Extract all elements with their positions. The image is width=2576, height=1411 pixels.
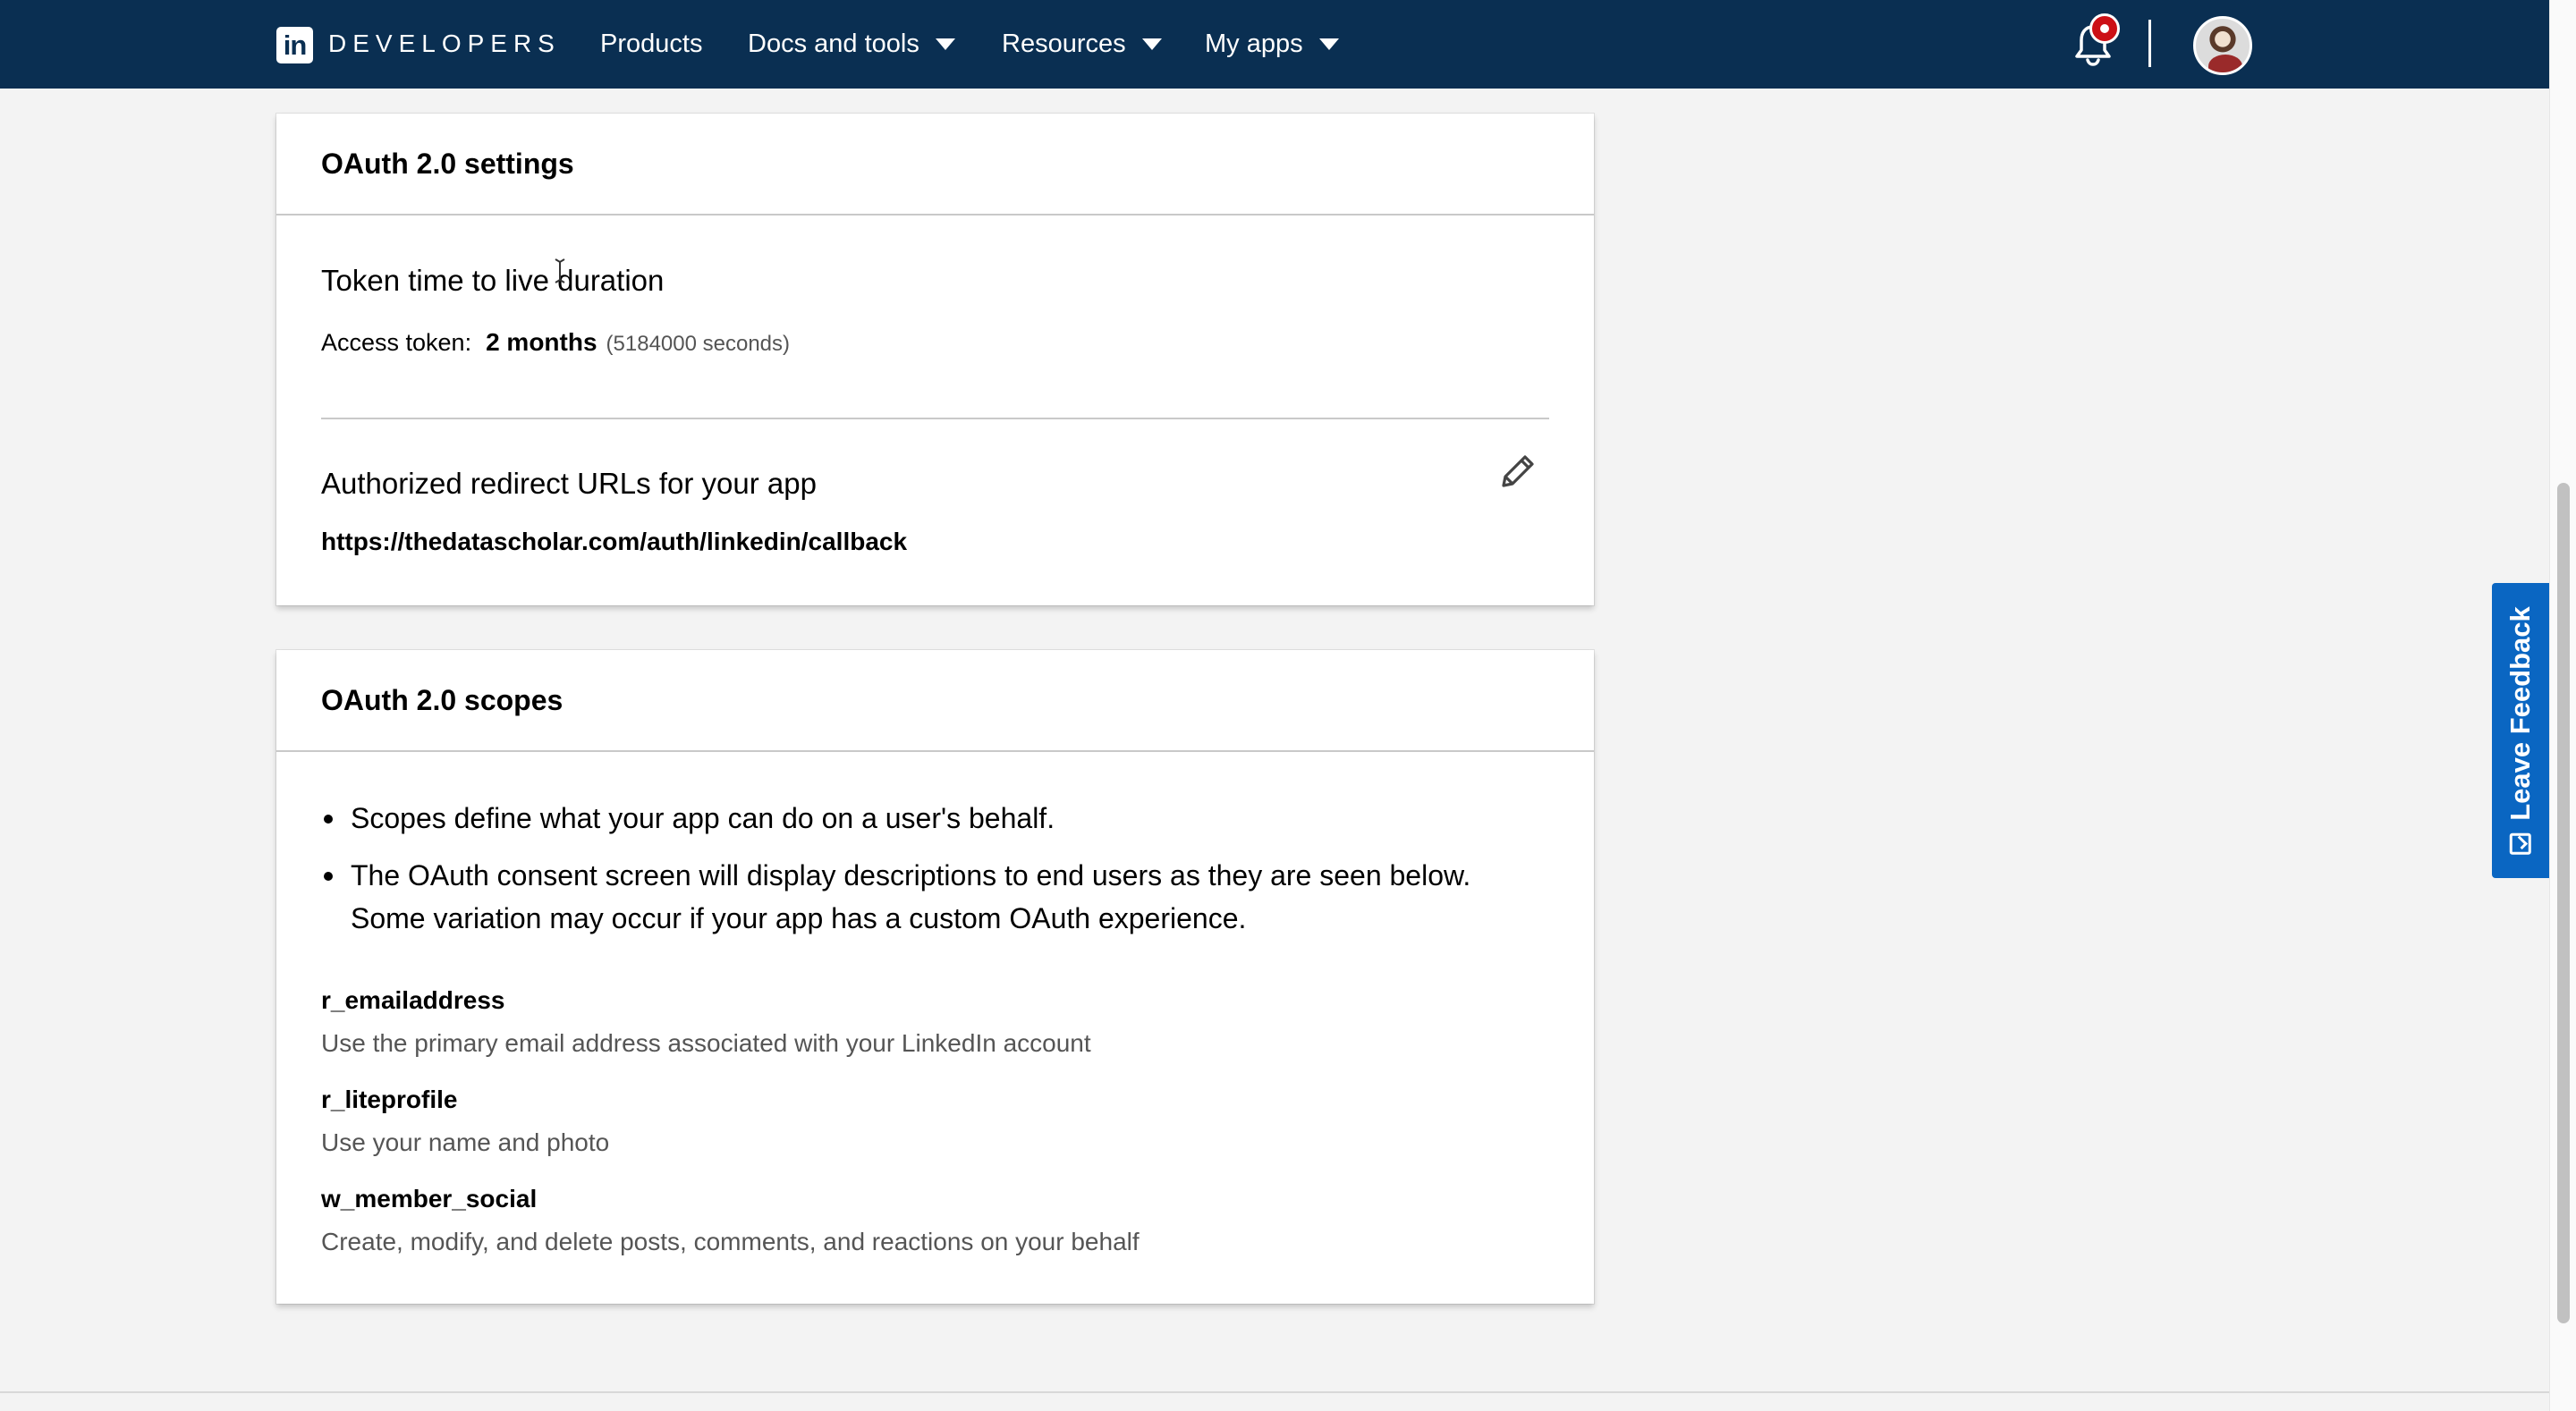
nav-docs-and-tools[interactable]: [748, 30, 955, 59]
notification-badge: [2089, 13, 2120, 44]
token-ttl-heading: Token time to live duration: [321, 264, 665, 297]
access-token-seconds: (5184000 seconds): [606, 332, 791, 356]
scopes-note: The OAuth consent screen will display descriptions to end users as they are seen below. Some variation may occur if your app has a custom OAuth experience.: [351, 854, 1540, 940]
nav-divider: [2148, 20, 2151, 67]
scopes-note: Scopes define what your app can do on a user's behalf.: [351, 797, 1540, 840]
user-avatar[interactable]: [2193, 16, 2252, 75]
section-divider: [321, 418, 1549, 419]
feedback-icon: [2510, 833, 2531, 855]
caret-down-icon: [1142, 38, 1162, 50]
oauth-settings-title: OAuth 2.0 settings: [321, 147, 574, 180]
nav-docs-label: Docs and tools: [748, 30, 919, 58]
scope-desc-liteprofile: Use your name and photo: [321, 1128, 610, 1156]
nav-my-apps-label: My apps: [1205, 30, 1303, 58]
scope-desc-email: Use the primary email address associated with your LinkedIn account: [321, 1029, 1091, 1057]
scope-name-member-social: w_member_social: [321, 1185, 538, 1212]
nav-products[interactable]: [600, 30, 702, 59]
oauth-settings-card: [276, 114, 1594, 605]
caret-down-icon: [1319, 38, 1339, 50]
top-navbar: [0, 0, 2549, 89]
page-scrollbar-thumb[interactable]: [2557, 483, 2570, 1323]
scope-name-email: r_emailaddress: [321, 986, 505, 1014]
footer-divider: [0, 1391, 2549, 1393]
text-cursor-icon: [552, 258, 568, 284]
scopes-notes-list: [351, 797, 1540, 954]
developers-brand[interactable]: DEVELOPERS: [328, 30, 561, 57]
redirect-url: https://thedatascholar.com/auth/linkedin/callback: [321, 528, 908, 555]
scope-name-liteprofile: r_liteprofile: [321, 1086, 458, 1113]
leave-feedback-label: Leave Feedback: [2504, 606, 2536, 821]
oauth-scopes-title: OAuth 2.0 scopes: [321, 683, 564, 716]
access-token-value: 2 months: [486, 328, 597, 356]
access-token-line: [321, 328, 790, 357]
nav-resources-label: Resources: [1002, 30, 1126, 58]
scope-desc-member-social: Create, modify, and delete posts, comments, and reactions on your behalf: [321, 1228, 1140, 1255]
nav-my-apps[interactable]: [1205, 30, 1339, 59]
access-token-label: Access token:: [321, 329, 472, 356]
caret-down-icon: [936, 38, 955, 50]
oauth-settings-header: [276, 114, 1594, 215]
nav-products-label: Products: [600, 30, 703, 58]
linkedin-logo-icon[interactable]: in: [276, 27, 313, 63]
oauth-scopes-card: [276, 650, 1594, 1304]
redirect-urls-heading: Authorized redirect URLs for your app: [321, 467, 817, 500]
pencil-icon[interactable]: [1496, 450, 1539, 493]
oauth-scopes-header: [276, 650, 1594, 752]
leave-feedback-button[interactable]: [2492, 583, 2549, 878]
nav-resources[interactable]: [1002, 30, 1162, 59]
